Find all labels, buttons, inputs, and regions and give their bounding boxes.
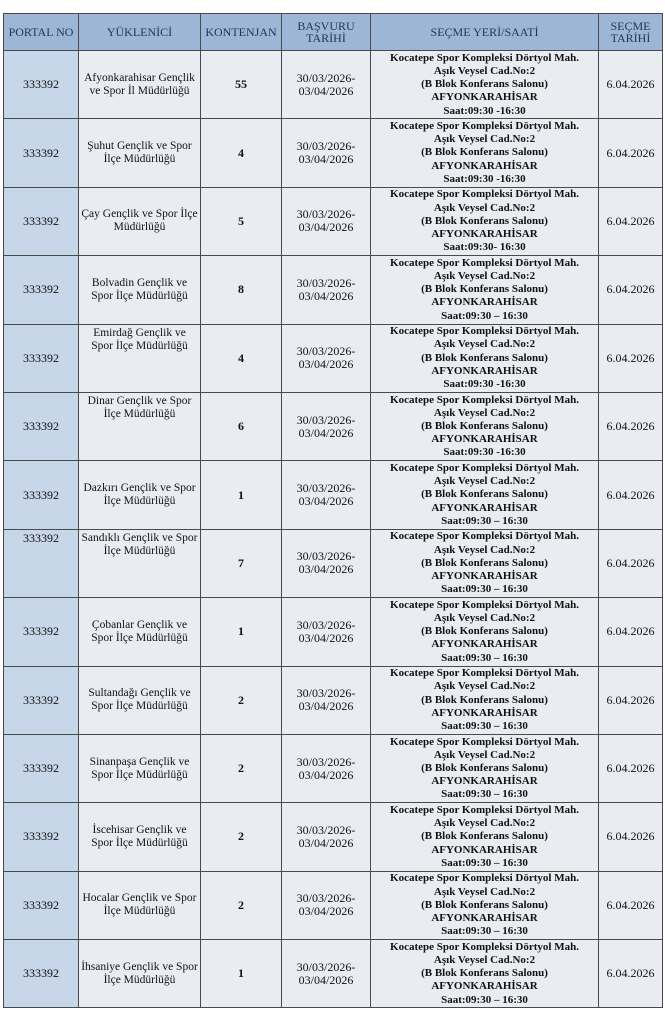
selection-place-line: AFYONKARAHİSAR — [431, 706, 538, 719]
recruitment-table — [3, 13, 663, 1008]
selection-place-line: (B Blok Konferans Salonu) — [421, 488, 548, 501]
selection-place-line: Aşık Veysel Cad.No:2 — [433, 612, 536, 625]
selection-place-line: Aşık Veysel Cad.No:2 — [433, 475, 536, 488]
table-row — [4, 461, 663, 529]
contractor-cell: Sinanpaşa Gençlik ve Spor İlçe Müdürlüğü — [79, 734, 201, 802]
selection-place-cell — [371, 598, 599, 666]
selection-place-cell — [371, 734, 599, 802]
quota-cell: 1 — [201, 598, 282, 666]
selection-place-line: Saat:09:30 -16:30 — [443, 104, 526, 117]
selection-place-line: (B Blok Konferans Salonu) — [421, 146, 548, 159]
selection-place-line: Saat:09:30 -16:30 — [443, 446, 526, 459]
table-row — [4, 187, 663, 255]
quota-cell: 55 — [201, 51, 282, 119]
selection-place-line: (B Blok Konferans Salonu) — [421, 351, 548, 364]
application-date-cell: 30/03/2026-03/04/2026 — [282, 734, 371, 802]
selection-place-line: Aşık Veysel Cad.No:2 — [433, 817, 536, 830]
table-row — [4, 529, 663, 597]
selection-date-cell: 6.04.2026 — [599, 803, 663, 871]
selection-place-cell — [371, 392, 599, 460]
application-date-cell: 30/03/2026-03/04/2026 — [282, 666, 371, 734]
selection-place-cell — [371, 803, 599, 871]
selection-date-cell: 6.04.2026 — [599, 871, 663, 939]
selection-place-line: Aşık Veysel Cad.No:2 — [433, 748, 536, 761]
selection-place-line: Kocatepe Spor Kompleksi Dörtyol Mah. — [390, 325, 579, 338]
selection-place-line: Saat:09:30 -16:30 — [443, 172, 526, 185]
selection-place-line: AFYONKARAHİSAR — [431, 159, 538, 172]
portal-no-cell: 333392 — [4, 51, 79, 119]
selection-place-line: AFYONKARAHİSAR — [431, 433, 538, 446]
application-date-cell: 30/03/2026-03/04/2026 — [282, 119, 371, 187]
selection-place-line: Saat:09:30 – 16:30 — [441, 925, 528, 938]
selection-place-line: Aşık Veysel Cad.No:2 — [433, 201, 536, 214]
portal-no-cell: 333392 — [4, 461, 79, 529]
selection-place-line: Saat:09:30 – 16:30 — [441, 309, 528, 322]
portal-no-cell: 333392 — [4, 392, 79, 460]
contractor-cell: Bolvadin Gençlik ve Spor İlçe Müdürlüğü — [79, 256, 201, 324]
selection-place-line: Saat:09:30 – 16:30 — [441, 651, 528, 664]
selection-place-line: Saat:09:30 – 16:30 — [441, 583, 528, 596]
table-row — [4, 51, 663, 119]
table-row — [4, 392, 663, 460]
table-row — [4, 119, 663, 187]
selection-place-line: AFYONKARAHİSAR — [431, 775, 538, 788]
header-selection-place-time: SEÇME YERİ/SAATİ — [371, 14, 599, 51]
contractor-cell: Çay Gençlik ve Spor İlçe Müdürlüğü — [79, 187, 201, 255]
quota-cell: 1 — [201, 940, 282, 1008]
quota-cell: 2 — [201, 734, 282, 802]
selection-place-line: Aşık Veysel Cad.No:2 — [433, 953, 536, 966]
application-date-cell: 30/03/2026-03/04/2026 — [282, 598, 371, 666]
application-date-cell: 30/03/2026-03/04/2026 — [282, 324, 371, 392]
selection-place-line: (B Blok Konferans Salonu) — [421, 625, 548, 638]
table-row — [4, 871, 663, 939]
selection-place-line: Aşık Veysel Cad.No:2 — [433, 885, 536, 898]
portal-no-cell: 333392 — [4, 734, 79, 802]
selection-place-line: Aşık Veysel Cad.No:2 — [433, 680, 536, 693]
selection-place-line: (B Blok Konferans Salonu) — [421, 898, 548, 911]
quota-cell: 4 — [201, 324, 282, 392]
selection-place-cell — [371, 871, 599, 939]
contractor-cell: Sandıklı Gençlik ve Spor İlçe Müdürlüğü — [79, 529, 201, 597]
application-date-cell: 30/03/2026-03/04/2026 — [282, 392, 371, 460]
selection-place-line: AFYONKARAHİSAR — [431, 228, 538, 241]
selection-place-line: (B Blok Konferans Salonu) — [421, 762, 548, 774]
application-date-cell: 30/03/2026-03/04/2026 — [282, 529, 371, 597]
selection-place-line: AFYONKARAHİSAR — [431, 911, 538, 924]
application-date-cell: 30/03/2026-03/04/2026 — [282, 187, 371, 255]
contractor-cell: Hocalar Gençlik ve Spor İlçe Müdürlüğü — [79, 871, 201, 939]
table-row — [4, 598, 663, 666]
selection-place-line: Saat:09:30 – 16:30 — [441, 993, 528, 1006]
contractor-cell: Şuhut Gençlik ve Spor İlçe Müdürlüğü — [79, 119, 201, 187]
selection-place-line: (B Blok Konferans Salonu) — [421, 214, 548, 227]
selection-date-cell: 6.04.2026 — [599, 119, 663, 187]
selection-place-cell — [371, 119, 599, 187]
quota-cell: 4 — [201, 119, 282, 187]
selection-place-line: AFYONKARAHİSAR — [431, 980, 538, 993]
header-selection-date: SEÇME TARİHİ — [599, 14, 663, 51]
selection-place-cell — [371, 940, 599, 1008]
application-date-cell: 30/03/2026-03/04/2026 — [282, 256, 371, 324]
selection-place-line: Kocatepe Spor Kompleksi Dörtyol Mah. — [390, 120, 579, 133]
selection-date-cell: 6.04.2026 — [599, 392, 663, 460]
selection-place-line: Kocatepe Spor Kompleksi Dörtyol Mah. — [390, 940, 579, 953]
portal-no-cell: 333392 — [4, 256, 79, 324]
quota-cell: 2 — [201, 803, 282, 871]
portal-no-cell: 333392 — [4, 871, 79, 939]
contractor-cell: İhsaniye Gençlik ve Spor İlçe Müdürlüğü — [79, 940, 201, 1008]
selection-place-line: Kocatepe Spor Kompleksi Dörtyol Mah. — [390, 462, 579, 475]
selection-place-line: (B Blok Konferans Salonu) — [421, 830, 548, 843]
selection-date-cell: 6.04.2026 — [599, 461, 663, 529]
selection-place-cell — [371, 324, 599, 392]
selection-place-line: Saat:09:30 – 16:30 — [441, 720, 528, 733]
selection-place-line: AFYONKARAHİSAR — [431, 638, 538, 651]
selection-date-cell: 6.04.2026 — [599, 256, 663, 324]
selection-place-line: Aşık Veysel Cad.No:2 — [433, 133, 536, 146]
selection-place-line: Saat:09:30- 16:30 — [443, 241, 526, 254]
table-row — [4, 734, 663, 802]
selection-place-line: Kocatepe Spor Kompleksi Dörtyol Mah. — [390, 256, 579, 269]
selection-date-cell: 6.04.2026 — [599, 940, 663, 1008]
table-row — [4, 324, 663, 392]
header-portal-no: PORTAL NO — [4, 14, 79, 51]
table-body — [4, 51, 663, 1008]
quota-cell: 2 — [201, 666, 282, 734]
selection-place-line: (B Blok Konferans Salonu) — [421, 283, 548, 296]
selection-place-line: AFYONKARAHİSAR — [431, 296, 538, 309]
application-date-cell: 30/03/2026-03/04/2026 — [282, 940, 371, 1008]
header-application-date: BAŞVURU TARİHİ — [282, 14, 371, 51]
selection-place-line: AFYONKARAHİSAR — [431, 501, 538, 514]
selection-place-line: Saat:09:30 – 16:30 — [441, 856, 528, 869]
quota-cell: 7 — [201, 529, 282, 597]
portal-no-cell: 333392 — [4, 666, 79, 734]
table-row — [4, 803, 663, 871]
selection-place-line: Kocatepe Spor Kompleksi Dörtyol Mah. — [390, 51, 579, 64]
selection-date-cell: 6.04.2026 — [599, 529, 663, 597]
selection-place-line: AFYONKARAHİSAR — [431, 91, 538, 104]
selection-place-cell — [371, 529, 599, 597]
contractor-cell: Dazkırı Gençlik ve Spor İlçe Müdürlüğü — [79, 461, 201, 529]
selection-place-cell — [371, 461, 599, 529]
quota-cell: 8 — [201, 256, 282, 324]
application-date-cell: 30/03/2026-03/04/2026 — [282, 871, 371, 939]
application-date-cell: 30/03/2026-03/04/2026 — [282, 51, 371, 119]
portal-no-cell: 333392 — [4, 598, 79, 666]
table-row — [4, 256, 663, 324]
selection-place-line: Aşık Veysel Cad.No:2 — [433, 406, 536, 419]
selection-date-cell: 6.04.2026 — [599, 734, 663, 802]
quota-cell: 1 — [201, 461, 282, 529]
selection-place-line: AFYONKARAHİSAR — [431, 843, 538, 856]
portal-no-cell: 333392 — [4, 529, 79, 597]
selection-place-cell — [371, 187, 599, 255]
portal-no-cell: 333392 — [4, 187, 79, 255]
quota-cell: 2 — [201, 871, 282, 939]
selection-place-cell — [371, 51, 599, 119]
contractor-cell: Çobanlar Gençlik ve Spor İlçe Müdürlüğü — [79, 598, 201, 666]
selection-place-line: Saat:09:30 -16:30 — [443, 378, 526, 391]
table-row — [4, 666, 663, 734]
selection-place-cell — [371, 256, 599, 324]
quota-cell: 5 — [201, 187, 282, 255]
header-row — [4, 14, 663, 51]
quota-cell: 6 — [201, 392, 282, 460]
selection-place-line: Kocatepe Spor Kompleksi Dörtyol Mah. — [390, 667, 579, 680]
selection-place-line: Kocatepe Spor Kompleksi Dörtyol Mah. — [390, 803, 579, 816]
contractor-cell: Dinar Gençlik ve Spor İlçe Müdürlüğü — [79, 392, 201, 460]
selection-place-line: (B Blok Konferans Salonu) — [421, 556, 548, 569]
selection-place-line: (B Blok Konferans Salonu) — [421, 693, 548, 706]
selection-place-line: AFYONKARAHİSAR — [431, 570, 538, 583]
header-contractor: YÜKLENİCİ — [79, 14, 201, 51]
portal-no-cell: 333392 — [4, 940, 79, 1008]
selection-date-cell: 6.04.2026 — [599, 666, 663, 734]
selection-date-cell: 6.04.2026 — [599, 324, 663, 392]
selection-place-line: Kocatepe Spor Kompleksi Dörtyol Mah. — [390, 872, 579, 885]
selection-date-cell: 6.04.2026 — [599, 598, 663, 666]
selection-place-cell — [371, 666, 599, 734]
contractor-cell: Afyonkarahisar Gençlik ve Spor İl Müdürlüğü — [79, 51, 201, 119]
selection-place-line: (B Blok Konferans Salonu) — [421, 967, 548, 980]
selection-place-line: Kocatepe Spor Kompleksi Dörtyol Mah. — [390, 735, 579, 748]
application-date-cell: 30/03/2026-03/04/2026 — [282, 803, 371, 871]
selection-place-line: Kocatepe Spor Kompleksi Dörtyol Mah. — [390, 188, 579, 201]
selection-place-line: AFYONKARAHİSAR — [431, 364, 538, 377]
portal-no-cell: 333392 — [4, 119, 79, 187]
selection-place-line: (B Blok Konferans Salonu) — [421, 78, 548, 91]
selection-place-line: Kocatepe Spor Kompleksi Dörtyol Mah. — [390, 530, 579, 543]
selection-place-line: Kocatepe Spor Kompleksi Dörtyol Mah. — [390, 598, 579, 611]
contractor-cell: Sultandağı Gençlik ve Spor İlçe Müdürlüğü — [79, 666, 201, 734]
application-date-cell: 30/03/2026-03/04/2026 — [282, 461, 371, 529]
table-header — [4, 14, 663, 51]
table-row — [4, 940, 663, 1008]
selection-place-line: Aşık Veysel Cad.No:2 — [433, 270, 536, 283]
portal-no-cell: 333392 — [4, 803, 79, 871]
selection-place-line: Saat:09:30 – 16:30 — [441, 514, 528, 527]
selection-date-cell: 6.04.2026 — [599, 187, 663, 255]
header-quota: KONTENJAN — [201, 14, 282, 51]
contractor-cell: Emirdağ Gençlik ve Spor İlçe Müdürlüğü — [79, 324, 201, 392]
selection-place-line: Aşık Veysel Cad.No:2 — [433, 64, 536, 77]
selection-place-line: Saat:09:30 – 16:30 — [441, 788, 528, 801]
selection-place-line: (B Blok Konferans Salonu) — [421, 420, 548, 433]
selection-place-line: Kocatepe Spor Kompleksi Dörtyol Mah. — [390, 393, 579, 406]
selection-date-cell: 6.04.2026 — [599, 51, 663, 119]
selection-place-line: Aşık Veysel Cad.No:2 — [433, 543, 536, 556]
portal-no-cell: 333392 — [4, 324, 79, 392]
selection-place-line: Aşık Veysel Cad.No:2 — [433, 338, 536, 351]
contractor-cell: İscehisar Gençlik ve Spor İlçe Müdürlüğü — [79, 803, 201, 871]
